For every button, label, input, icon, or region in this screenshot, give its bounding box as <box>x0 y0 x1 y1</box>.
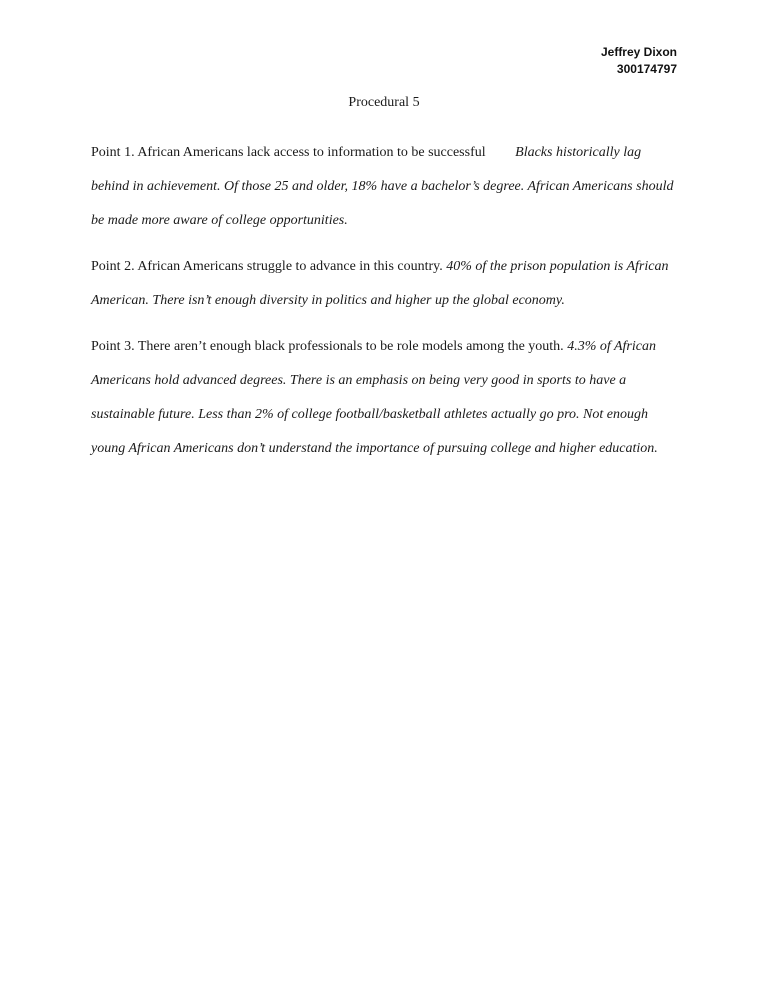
point-2-paragraph <box>91 250 681 318</box>
point-3-paragraph <box>91 330 681 466</box>
point-label: Point 3. <box>91 339 135 354</box>
point-statement: African Americans lack access to information to be successful <box>137 145 486 160</box>
point-1-paragraph <box>91 136 681 238</box>
point-evidence: 40% of the prison population is African American. There isn’t enough diversity in politics and higher up the global economy. <box>91 259 669 308</box>
author-name: Jeffrey Dixon <box>600 45 677 59</box>
point-evidence: Blacks historically lag behind in achievement. Of those 25 and older, 18% have a bachelor’s degree. African Americans should be made more aware of college opportunities. <box>91 145 674 228</box>
point-label: Point 2. <box>91 259 135 274</box>
document-body <box>91 136 681 478</box>
point-statement: African Americans struggle to advance in this country. <box>137 259 443 274</box>
student-id: 300174797 <box>616 62 677 76</box>
point-label: Point 1. <box>91 145 135 160</box>
point-statement: There aren’t enough black professionals to be role models among the youth. <box>137 339 564 354</box>
document-title: Procedural 5 <box>348 95 420 110</box>
point-evidence: 4.3% of African Americans hold advanced degrees. There is an emphasis on being very good in sports to have a sustainable future. Less than 2% of college football/basketball athletes actually go pro. Not enough young African Americans don’t understand the importance of pursuing college and higher education. <box>91 339 658 456</box>
header-block <box>601 44 677 78</box>
